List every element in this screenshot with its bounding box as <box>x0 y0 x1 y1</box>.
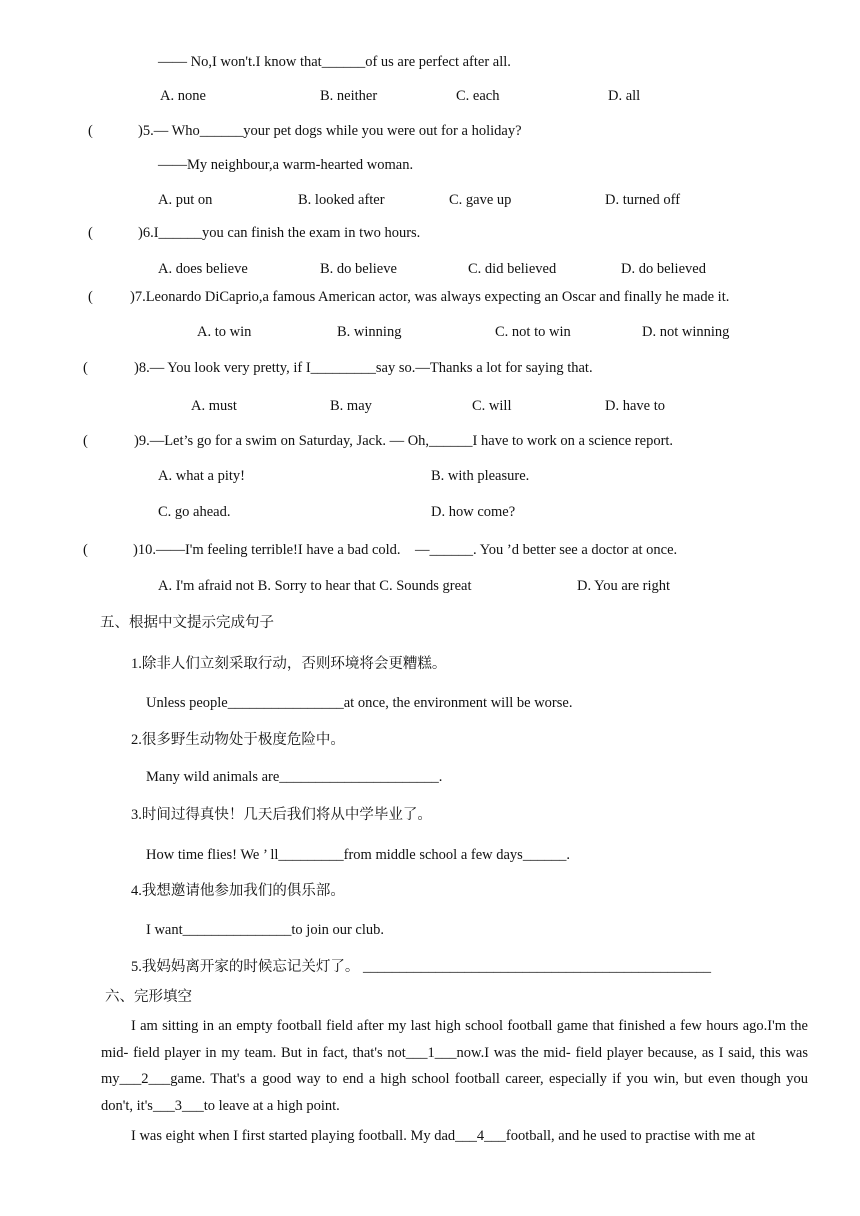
q8-option-d: D. have to <box>605 398 665 414</box>
q4-answer: —— No,I won't.I know that______of us are perfect after all. <box>158 54 511 70</box>
s5-item2-cn: 2.很多野生动物处于极度危险中。 <box>131 732 345 748</box>
q4-option-d: D. all <box>608 88 641 104</box>
cloze-paragraph-2 <box>101 1123 808 1150</box>
q5-stem: )5.— Who______your pet dogs while you were out for a holiday? <box>138 123 522 139</box>
q9-option-a: A. what a pity! <box>158 468 245 484</box>
s5-item5-cn: 5.我妈妈离开家的时候忘记关灯了。 ________________________________________________ <box>131 959 711 975</box>
q7-option-d: D. not winning <box>642 324 730 340</box>
q8-stem: )8.— You look very pretty, if I_________say so.—Thanks a lot for saying that. <box>134 360 593 376</box>
q7-paren: ( <box>88 289 93 305</box>
q10-stem: )10.——I'm feeling terrible!I have a bad cold. —______. You ’d better see a doctor at once. <box>133 542 678 558</box>
s5-item1-cn: 1.除非人们立刻采取行动，否则环境将会更糟糕。 <box>131 656 447 672</box>
q9-option-d: D. how come? <box>431 504 516 520</box>
q5-option-c: C. gave up <box>449 192 512 208</box>
q8-option-a: A. must <box>191 398 237 414</box>
q6-option-d: D. do believed <box>621 261 706 277</box>
q5-option-d: D. turned off <box>605 192 681 208</box>
q8-paren: ( <box>83 360 88 376</box>
section6-title: 六、完形填空 <box>105 989 192 1005</box>
section5-title: 五、根据中文提示完成句子 <box>100 615 274 631</box>
cloze-paragraph-1 <box>101 1013 808 1119</box>
s5-item1-en: Unless people________________at once, the environment will be worse. <box>146 695 573 711</box>
q10-options-abc: A. I'm afraid not B. Sorry to hear that C. Sounds great <box>158 578 472 594</box>
q9-option-b: B. with pleasure. <box>431 468 530 484</box>
q5-option-a: A. put on <box>158 192 213 208</box>
q7-option-c: C. not to win <box>495 324 571 340</box>
q4-option-a: A. none <box>160 88 206 104</box>
q10-option-d: D. You are right <box>577 578 671 594</box>
q6-option-a: A. does believe <box>158 261 248 277</box>
q8-option-c: C. will <box>472 398 512 414</box>
s5-item3-cn: 3.时间过得真快！几天后我们将从中学毕业了。 <box>131 807 432 823</box>
q6-option-b: B. do believe <box>320 261 397 277</box>
cloze-paragraph-2-text: I was eight when I first started playing football. My dad___4___football, and he used to practise with me at <box>131 1128 756 1144</box>
q7-option-b: B. winning <box>337 324 402 340</box>
q9-option-c: C. go ahead. <box>158 504 231 520</box>
s5-item2-en: Many wild animals are______________________. <box>146 769 443 785</box>
q9-paren: ( <box>83 433 88 449</box>
q10-paren: ( <box>83 542 88 558</box>
q7-option-a: A. to win <box>197 324 252 340</box>
q6-paren: ( <box>88 225 93 241</box>
q5-answer: ——My neighbour,a warm-hearted woman. <box>158 157 414 173</box>
s5-item3-en: How time flies! We ’ ll_________from middle school a few days______. <box>146 847 570 863</box>
q9-stem: )9.—Let’s go for a swim on Saturday, Jack. — Oh,______I have to work on a science report. <box>134 433 674 449</box>
q5-paren: ( <box>88 123 93 139</box>
q8-option-b: B. may <box>330 398 372 414</box>
q7-stem: )7.Leonardo DiCaprio,a famous American actor, was always expecting an Oscar and finally he made it. <box>130 289 730 305</box>
cloze-paragraph-1-text: I am sitting in an empty football field after my last high school football game that finished a few hours ago.I'm the mid- field player in my team. But in fact, that's not___1___now.I was the mid- field player because, as I said, this was my___2___game. That's a good way to end a high school football career, especially if you win, but even though you don't, it's___3___to leave at a high point. <box>101 1018 808 1114</box>
s5-item4-cn: 4.我想邀请他参加我们的俱乐部。 <box>131 883 345 899</box>
q5-option-b: B. looked after <box>298 192 385 208</box>
q4-option-b: B. neither <box>320 88 378 104</box>
q4-option-c: C. each <box>456 88 500 104</box>
s5-item4-en: I want_______________to join our club. <box>146 922 385 938</box>
q6-stem: )6.I______you can finish the exam in two hours. <box>138 225 421 241</box>
q6-option-c: C. did believed <box>468 261 557 277</box>
